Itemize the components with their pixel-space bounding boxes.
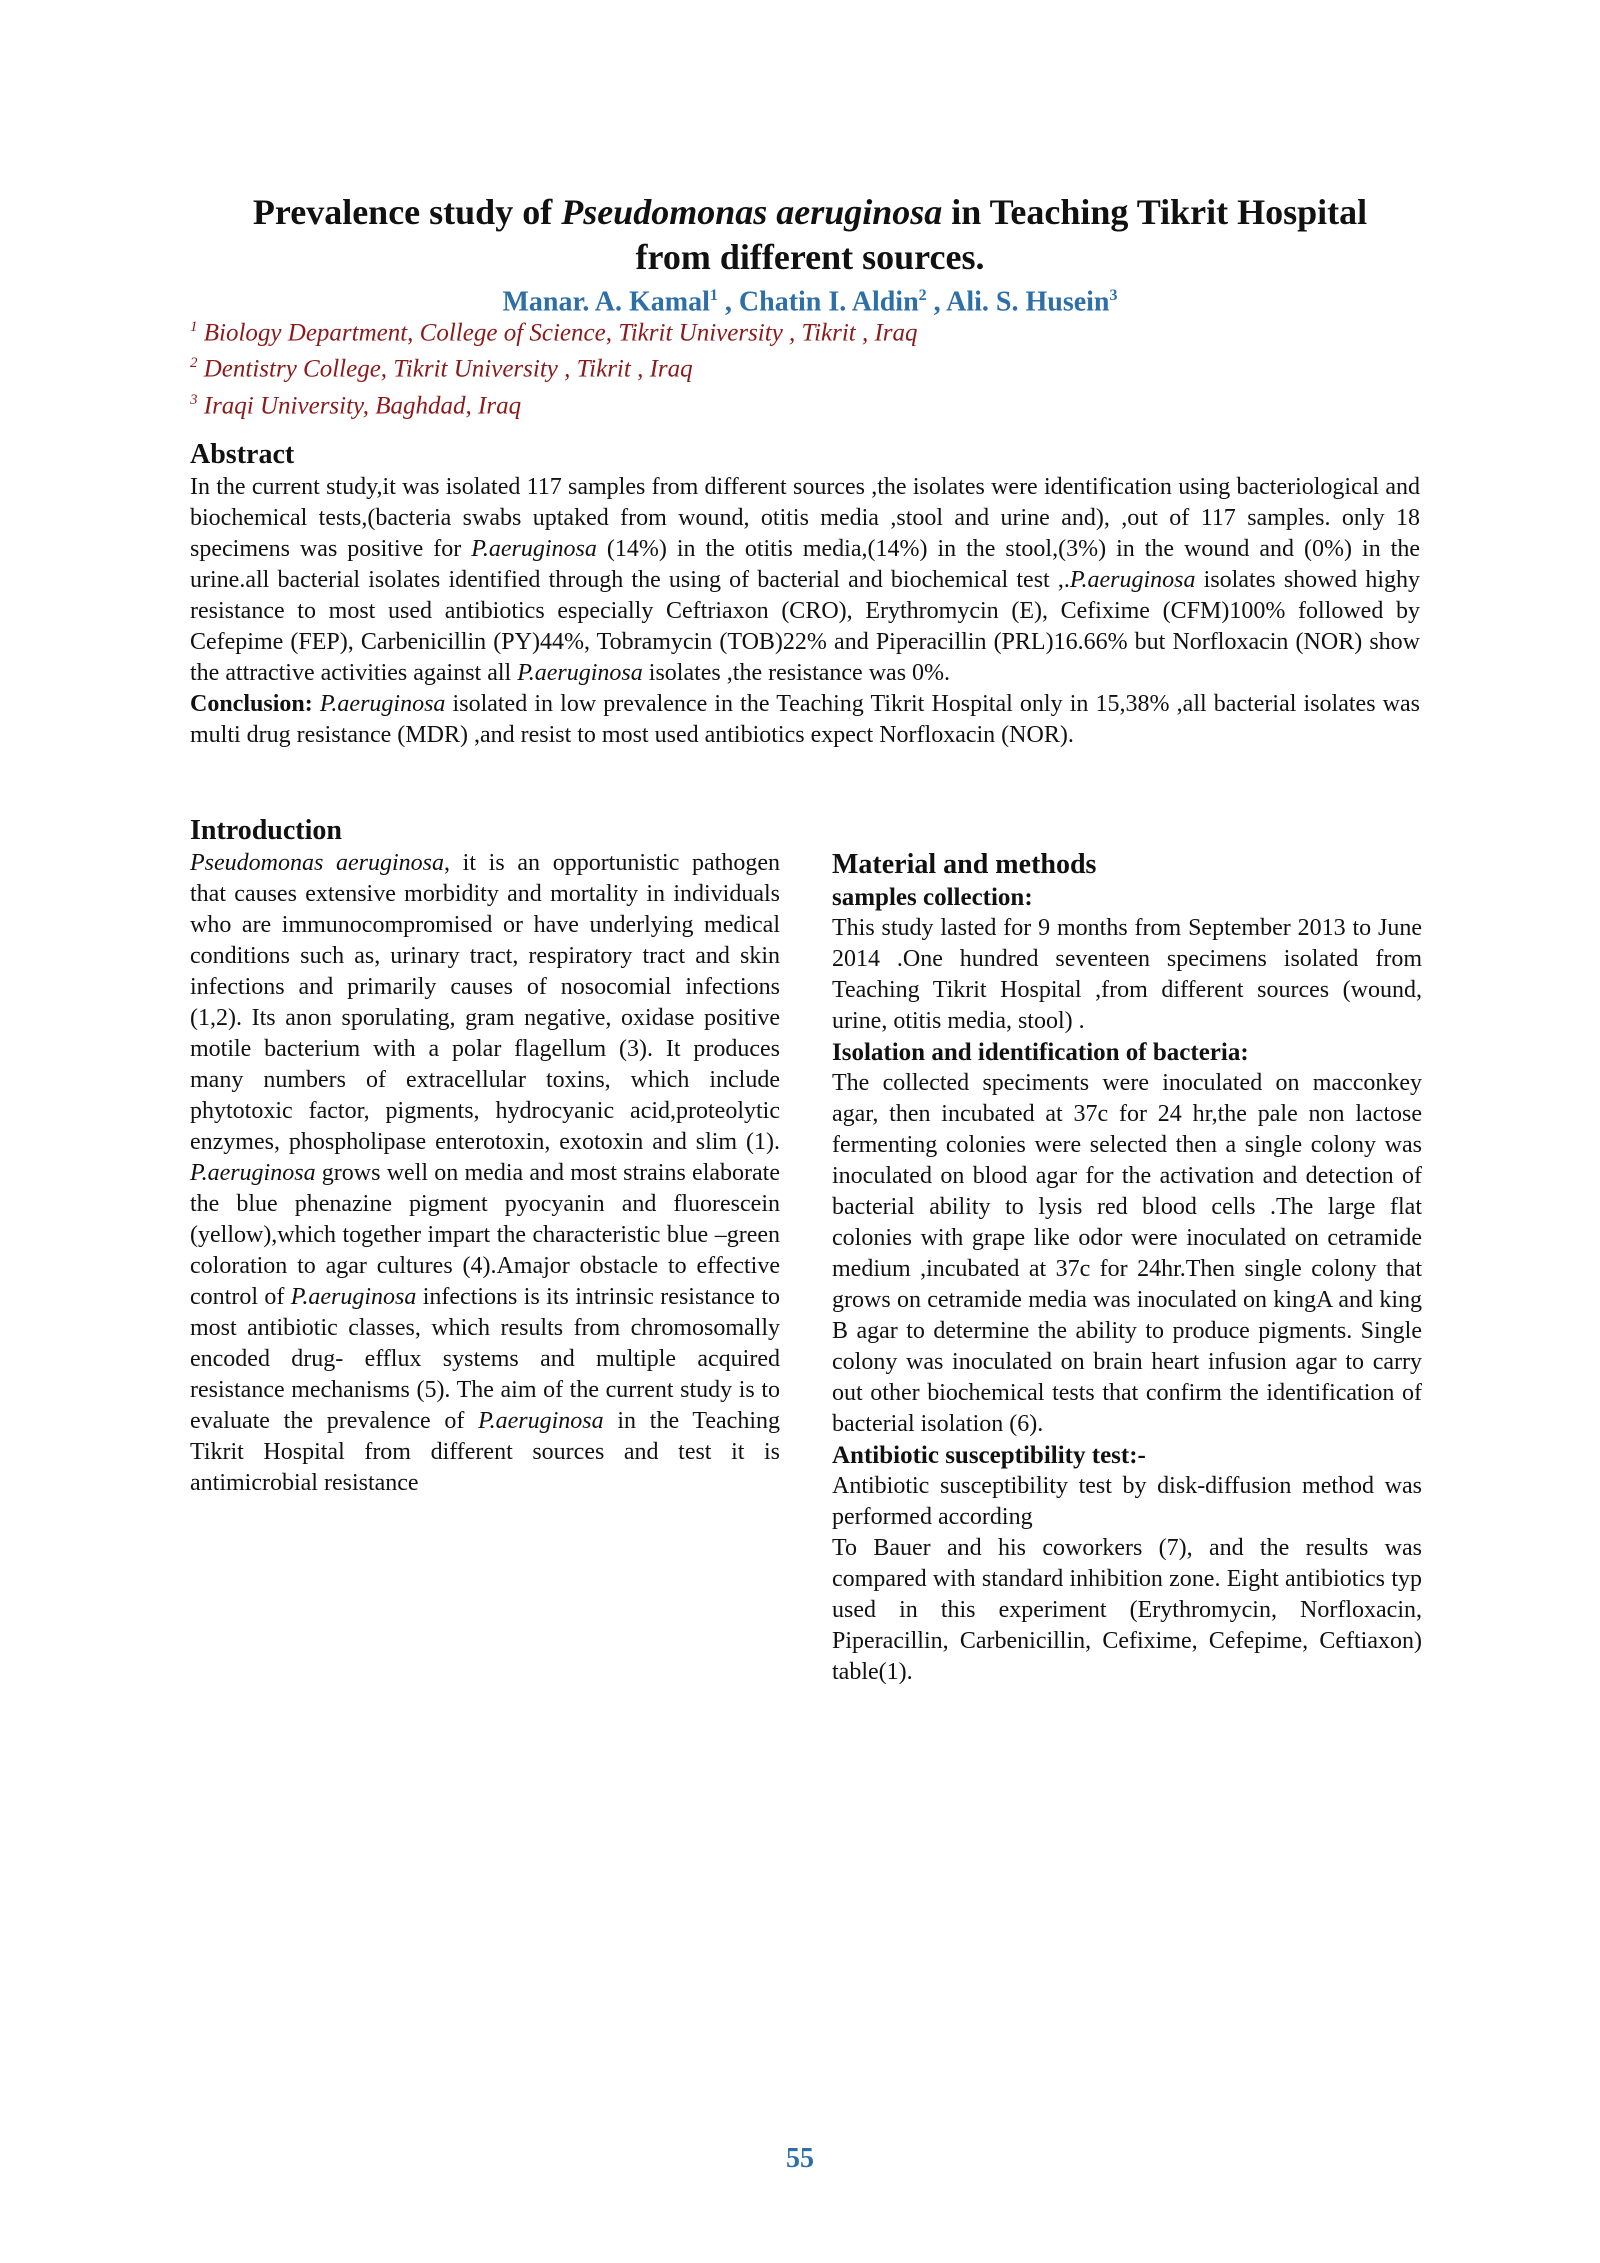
samples-collection-text: This study lasted for 9 months from September 2013 to June 2014 .One hundred seventeen specimens isolated from Teaching Tikrit Hospital ,from different sources (wound, urine, otitis media, stool) . [832,915,1422,1034]
abstract-heading: Abstract [190,439,295,470]
page-number: 55 [786,2143,814,2174]
methods-heading: Material and methods [832,849,1097,880]
author-name: Manar. A. Kamal [502,286,710,318]
author-name: Ali. S. Husein [946,286,1110,318]
isolation-heading: Isolation and identification of bacteria: [832,1039,1249,1066]
conclusion-text: Conclusion: P.aeruginosa isolated in low prevalence in the Teaching Tikrit Hospital only in 15,38% ,all bacterial isolates was multi drug resistance (MDR) ,and resist to most used antibiotics expect Norfloxacin (NOR). [190,691,1421,748]
author-name: Chatin I. Aldin [738,286,919,318]
author-list: Manar. A. Kamal$^1$ , Chatin I. Aldin$^2$ , Ali. S. Husein$^3$ [502,286,1118,318]
isolation-text: The collected speciments were inoculated on macconkey agar, then incubated at 37c for 24 hr,the pale non lactose fermenting colonies were selected then a single colony was inoculated on blood agar for the activation and detection of bacterial ability to lysis red blood cells .The large flat colonies with grape like odor were inoculated on cetramide medium ,incubated at 37c for 24hr.Then single colony that grows on cetramide media was inoculated on kingA and king B agar to determine the ability to produce pigments. Single colony was inoculated on brain heart infusion agar to carry out other biochemical tests that confirm the identification of bacterial isolation (6). [832,1070,1422,1437]
affiliation-2: $^2$ Dentistry College, Tikrit University , Tikrit , Iraq [190,355,693,383]
affiliation-3: $^3$ Iraqi University, Baghdad, Iraq [190,391,522,419]
antibiotic-test-text-2: To Bauer and his coworkers (7), and the results was compared with standard inhibition zone. Eight antibiotics typ used in this experiment (Erythromycin, Norfloxacin, Piperacillin, Carbenicillin, Cefixime, Cefepime, Ceftiaxon) table(1). [832,1535,1422,1685]
antibiotic-test-heading: Antibiotic susceptibility test:- [832,1442,1146,1469]
introduction-heading: Introduction [190,815,342,846]
affiliation-1: $^1$ Biology Department, College of Science, Tikrit University , Tikrit , Iraq [190,319,918,347]
conclusion-label: Conclusion: [190,691,313,717]
abstract-text: In the current study,it was isolated 117 samples from different sources ,the isolates were identification using bacteriological and biochemical tests,(bacteria swabs uptaked from wound, otitis media ,stool and urine and), ,out of 117 samples. only 18 specimens was positive for P.aeruginosa (14%) in the otitis media,(14%) in the stool,(3%) in the wound and (0%) in the urine.all bacterial isolates identified through the using of bacterial and biochemical test ,.P.aeruginosa isolates showed highy resistance to most used antibiotics especially Ceftriaxon (CRO), Erythromycin (E), Cefixime (CFM)100% followed by Cefepime (FEP), Carbenicillin (PY)44%, Tobramycin (TOB)22% and Piperacillin (PRL)16.66% but Norfloxacin (NOR) show the attractive activities against all P.aeruginosa isolates ,the resistance was 0%. [190,474,1421,686]
methods-column [832,848,1422,1688]
antibiotic-test-text-1: Antibiotic susceptibility test by disk-diffusion method was performed according [832,1473,1422,1530]
page-title: Prevalence study of Pseudomonas aeruginosa in Teaching Tikrit Hospital from different sources. [252,192,1368,277]
samples-collection-heading: samples collection: [832,884,1033,911]
introduction-text: Pseudomonas aeruginosa, it is an opportunistic pathogen that causes extensive morbidity and mortality in individuals who are immunocompromised or have underlying medical conditions such as, urinary tract, respiratory tract and skin infections and primarily causes of nosocomial infections (1,2). Its anon sporulating, gram negative, oxidase positive motile bacterium with a polar flagellum (3). It produces many numbers of extracellular toxins, which include phytotoxic factor, pigments, hydrocyanic acid,proteolytic enzymes, phospholipase enterotoxin, exotoxin and slim (1). P.aeruginosa grows well on media and most strains elaborate the blue phenazine pigment pyocyanin and fluorescein (yellow),which together impart the characteristic blue –green coloration to agar cultures (4).Amajor obstacle to effective control of P.aeruginosa infections is its intrinsic resistance to most antibiotic classes, which results from chromosomally encoded drug- efflux systems and multiple acquired resistance mechanisms (5). The aim of the current study is to evaluate the prevalence of P.aeruginosa in the Teaching Tikrit Hospital from different sources and test it is antimicrobial resistance [190,850,780,1496]
introduction-column [190,848,780,1499]
affiliations [190,312,1290,421]
abstract-section [190,438,1420,751]
